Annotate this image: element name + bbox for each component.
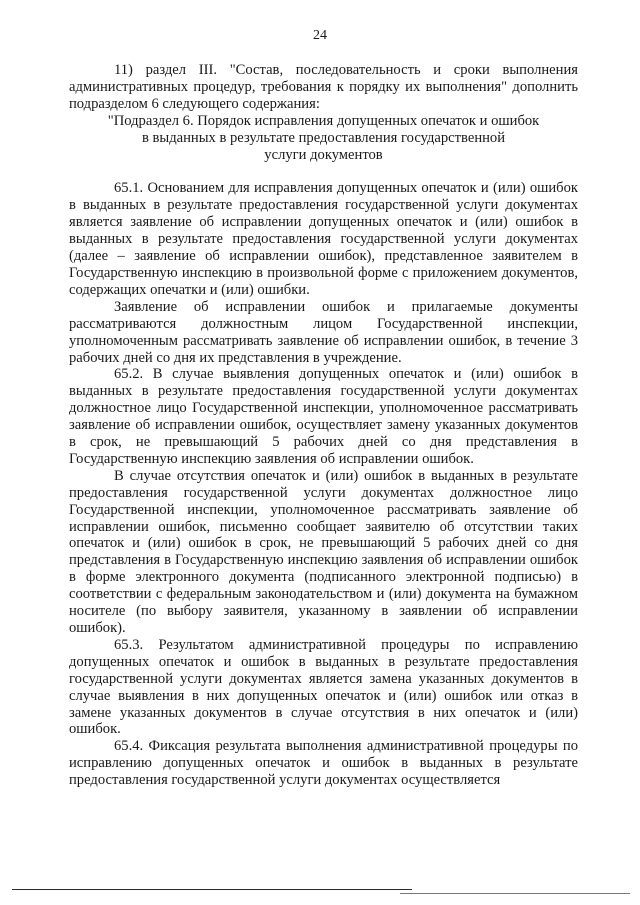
paragraph-65-2: 65.2. В случае выявления допущенных опечаток и (или) ошибок в выданных в результате предоставления государственной услуги документах должностное лицо Государственной инспекции, уполномоченное рассматривать заявление об исправлении ошибок, осуществляет замену указанных документов в срок, не превышающий 5 рабочих дней со дня представления в Государственную инспекцию заявления об исправлении ошибок.: [69, 366, 578, 467]
footer-rule: [12, 889, 412, 890]
page-number: 24: [313, 28, 327, 43]
paragraph-65-1: 65.1. Основанием для исправления допущенных опечаток и (или) ошибок в выданных в результате предоставления государственной услуги документах является заявление об исправлении допущенных опечаток и (или) ошибок в выданных в результате предоставления государственной услуги документах (далее – заявление об исправлении ошибок), представленное заявителем в Государственную инспекцию в произвольной форме с приложением документов, содержащих опечатки и (или) ошибки.: [69, 180, 578, 298]
document-body: [69, 62, 578, 789]
paragraph-no-errors-case: В случае отсутствия опечаток и (или) ошибок в выданных в результате предоставления государственной услуги документах должностное лицо Государственной инспекции, уполномоченное рассматривать заявление об исправлении ошибок, письменно сообщает заявителю об отсутствии таких опечаток и (или) ошибок в срок, не превышающий 5 рабочих дней со дня представления в Государственную инспекцию заявления об исправлении ошибок в форме электронного документа (подписанного электронной подписью) в соответствии с федеральным законодательством и (или) документа на бумажном носителе (по выбору заявителя, указанному в заявлении об исправлении ошибок).: [69, 467, 578, 636]
paragraph-65-4: 65.4. Фиксация результата выполнения административной процедуры по исправлению допущенных опечаток и ошибок в выданных в результате предоставления государственной услуги документах осуществляется: [69, 738, 578, 789]
heading-line-1: "Подраздел 6. Порядок исправления допущенных опечаток и ошибок: [107, 112, 540, 129]
heading-line-2: в выданных в результате предоставления государственной: [141, 129, 506, 146]
spacer: [69, 163, 578, 180]
footer-rule-tail: [400, 893, 630, 894]
subsection-heading: [69, 113, 578, 164]
paragraph-65-3: 65.3. Результатом административной процедуры по исправлению допущенных опечаток и ошибок в выданных в результате предоставления государственной услуги документах является замена указанных документов в случае выявления в них допущенных опечаток и (или) ошибок или отказ в замене указанных документов в случае отсутствия в них опечаток и (или) ошибок.: [69, 636, 578, 738]
intro-paragraph: 11) раздел III. "Состав, последовательность и сроки выполнения административных процедур, требования к порядку их выполнения" дополнить подразделом 6 следующего содержания:: [69, 62, 578, 112]
paragraph-application-review: Заявление об исправлении ошибок и прилагаемые документы рассматриваются должностным лицом Государственной инспекции, уполномоченным рассматривать заявление об исправлении ошибок, в течение 3 рабочих дней со дня их представления в учреждение.: [69, 298, 578, 366]
heading-line-3: услуги документов: [264, 146, 383, 163]
